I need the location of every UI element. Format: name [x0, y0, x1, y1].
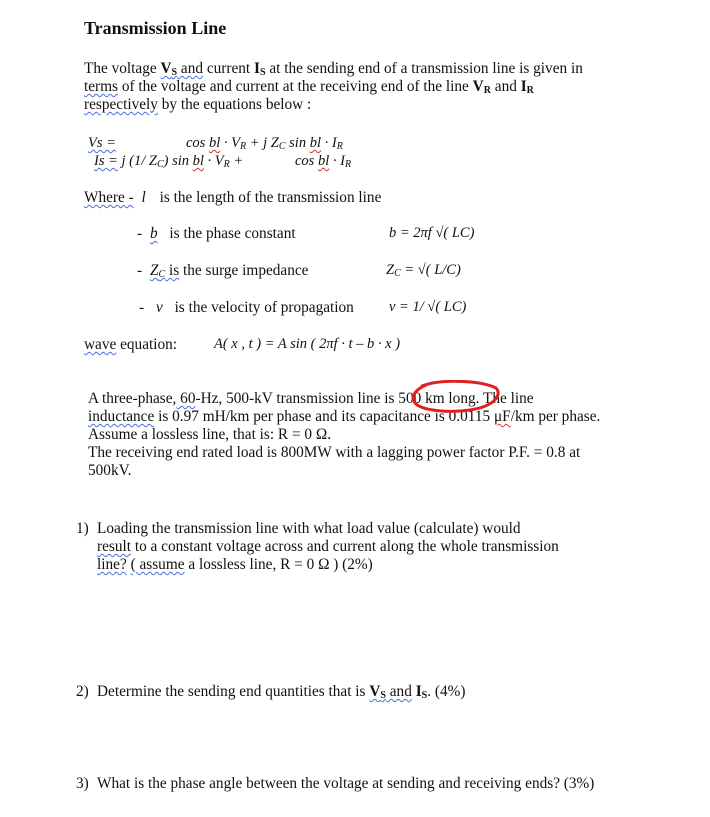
v-formula: v = 1/ √( LC) — [389, 299, 467, 315]
line-word: line? — [97, 556, 127, 573]
where-word: Where — [84, 189, 125, 206]
wave-equation-label — [84, 336, 177, 354]
eq-sub: C — [394, 268, 401, 279]
problem-line-3: Assume a lossless line, that is: R = 0 Ω. — [88, 426, 332, 443]
vs-subscript: S — [380, 690, 386, 701]
zc-subscript: C — [158, 269, 166, 280]
ir-symbol: I — [520, 78, 527, 95]
eq-text: j (1/ Z — [117, 153, 157, 169]
dash: - — [124, 189, 134, 206]
eq-text: ) sin — [163, 153, 193, 169]
is-equals: Is = — [94, 153, 118, 169]
question-2-text — [97, 683, 465, 701]
equation-is-rhs2 — [295, 153, 351, 170]
zc-description: the surge impedance — [179, 262, 309, 279]
question-3-text: What is the phase angle between the voltage at sending and receiving ends? (3%) — [97, 775, 595, 792]
dash: - — [139, 299, 145, 316]
eq-text: · I — [329, 153, 345, 169]
intro-text: The voltage — [84, 60, 161, 77]
eq-text: + j Z — [246, 135, 279, 151]
l-description: is the length of the transmission line — [159, 189, 382, 206]
question-text: to a constant voltage across and current along the whole transmission — [131, 538, 559, 555]
intro-text: by the equations below : — [157, 96, 312, 113]
problem-line-2 — [88, 408, 600, 426]
problem-text: is 0.97 mH/km per phase and its capacitance is 0.0115 — [154, 408, 494, 425]
uf-unit: μF — [493, 408, 511, 425]
equation-vs-rhs — [186, 135, 343, 152]
definition-l — [84, 189, 381, 207]
intro-line-1 — [84, 60, 583, 78]
assume-word: ( assume — [130, 556, 185, 573]
eq-sub: C — [156, 159, 164, 170]
eq-text: cos — [295, 153, 318, 169]
question-2-number: 2) — [76, 683, 89, 700]
eq-text: · V — [220, 135, 240, 151]
is-subscript: S — [421, 690, 428, 701]
eq-sub: R — [336, 141, 343, 152]
l-symbol: l — [141, 189, 146, 206]
terms-word: terms — [84, 78, 118, 95]
bl-term: bl — [309, 135, 321, 151]
vs-symbol: V — [369, 683, 381, 700]
intro-text: and — [490, 78, 521, 95]
sixty-word: 60 — [176, 390, 196, 407]
intro-text: of the voltage and current at the receiving end of the line — [118, 78, 473, 95]
definition-v — [139, 299, 354, 317]
problem-line-4: The receiving end rated load is 800MW with a lagging power factor P.F. = 0.8 at — [88, 444, 581, 461]
definition-b — [137, 225, 296, 243]
zc-formula — [386, 262, 461, 279]
question-text: Determine the sending end quantities that is — [97, 683, 370, 700]
intro-text: at the sending end of a transmission line is given in — [265, 60, 583, 77]
vs-and-spellcheck — [160, 60, 203, 77]
vs-and: and — [177, 60, 204, 77]
label-text: equation: — [116, 336, 178, 353]
question-text: a lossless line, R = 0 Ω ) (2%) — [184, 556, 373, 573]
eq-sub: R — [344, 159, 352, 170]
problem-text: A three-phase, — [88, 390, 177, 407]
bl-term: bl — [208, 135, 221, 151]
eq-text: · I — [320, 135, 337, 151]
wave-equation-formula: A( x , t ) = A sin ( 2πf · t – b · x ) — [214, 336, 401, 352]
b-description: is the phase constant — [169, 225, 296, 242]
respectively-word: respectively — [84, 96, 158, 113]
question-1-line-3 — [97, 556, 373, 574]
intro-line-3 — [84, 96, 311, 114]
page-title: Transmission Line — [84, 18, 227, 38]
equation-vs-lhs — [88, 135, 116, 152]
equation-is — [94, 153, 243, 170]
vr-subscript: R — [483, 85, 491, 96]
question-1-line-2 — [97, 538, 559, 556]
vs-symbol: V — [160, 60, 172, 77]
eq-sub: R — [239, 141, 247, 152]
is-subscript: S — [259, 67, 266, 78]
eq-text: = √( L/C) — [400, 262, 461, 278]
eq-text: sin — [285, 135, 310, 151]
problem-line-1 — [88, 390, 534, 408]
wave-word: wave — [84, 336, 117, 353]
eq-sub: R — [223, 159, 230, 170]
bl-term: bl — [192, 153, 204, 169]
intro-line-2 — [84, 78, 534, 96]
question-3-number: 3) — [76, 775, 89, 792]
b-symbol: b — [149, 225, 158, 242]
result-word: result — [97, 538, 131, 555]
v-description: is the velocity of propagation — [174, 299, 354, 316]
intro-text: current — [203, 60, 254, 77]
b-formula: b = 2πf √( LC) — [389, 225, 475, 241]
inductance-word: inductance — [88, 408, 155, 425]
and-word: and — [385, 683, 412, 700]
question-text: . (4%) — [427, 683, 466, 700]
problem-text: -Hz, 500-kV transmission line is 500 km long. The line — [195, 390, 534, 407]
ir-subscript: R — [526, 85, 534, 96]
bl-term: bl — [317, 153, 330, 169]
eq-sub: C — [278, 141, 286, 152]
eq-text: + — [229, 153, 244, 169]
problem-text: /km per phase. — [510, 408, 601, 425]
question-1-line-1: Loading the transmission line with what load value (calculate) would — [97, 520, 521, 537]
question-1-number: 1) — [76, 520, 89, 537]
vs-subscript: S — [171, 67, 178, 78]
dash: - — [137, 262, 143, 279]
vs-equals: Vs = — [88, 135, 116, 151]
dash: - — [137, 225, 143, 242]
eq-text: · V — [203, 153, 224, 169]
is-word: is — [165, 262, 180, 279]
problem-line-5: 500kV. — [88, 462, 132, 479]
is-symbol: I — [253, 60, 260, 77]
zc-symbol: Z — [149, 262, 159, 279]
vr-symbol: V — [472, 78, 484, 95]
eq-text: Z — [386, 262, 395, 278]
definition-zc — [137, 262, 308, 280]
eq-text: cos — [186, 135, 209, 151]
v-symbol: v — [155, 299, 163, 316]
is-symbol: I — [415, 683, 422, 700]
